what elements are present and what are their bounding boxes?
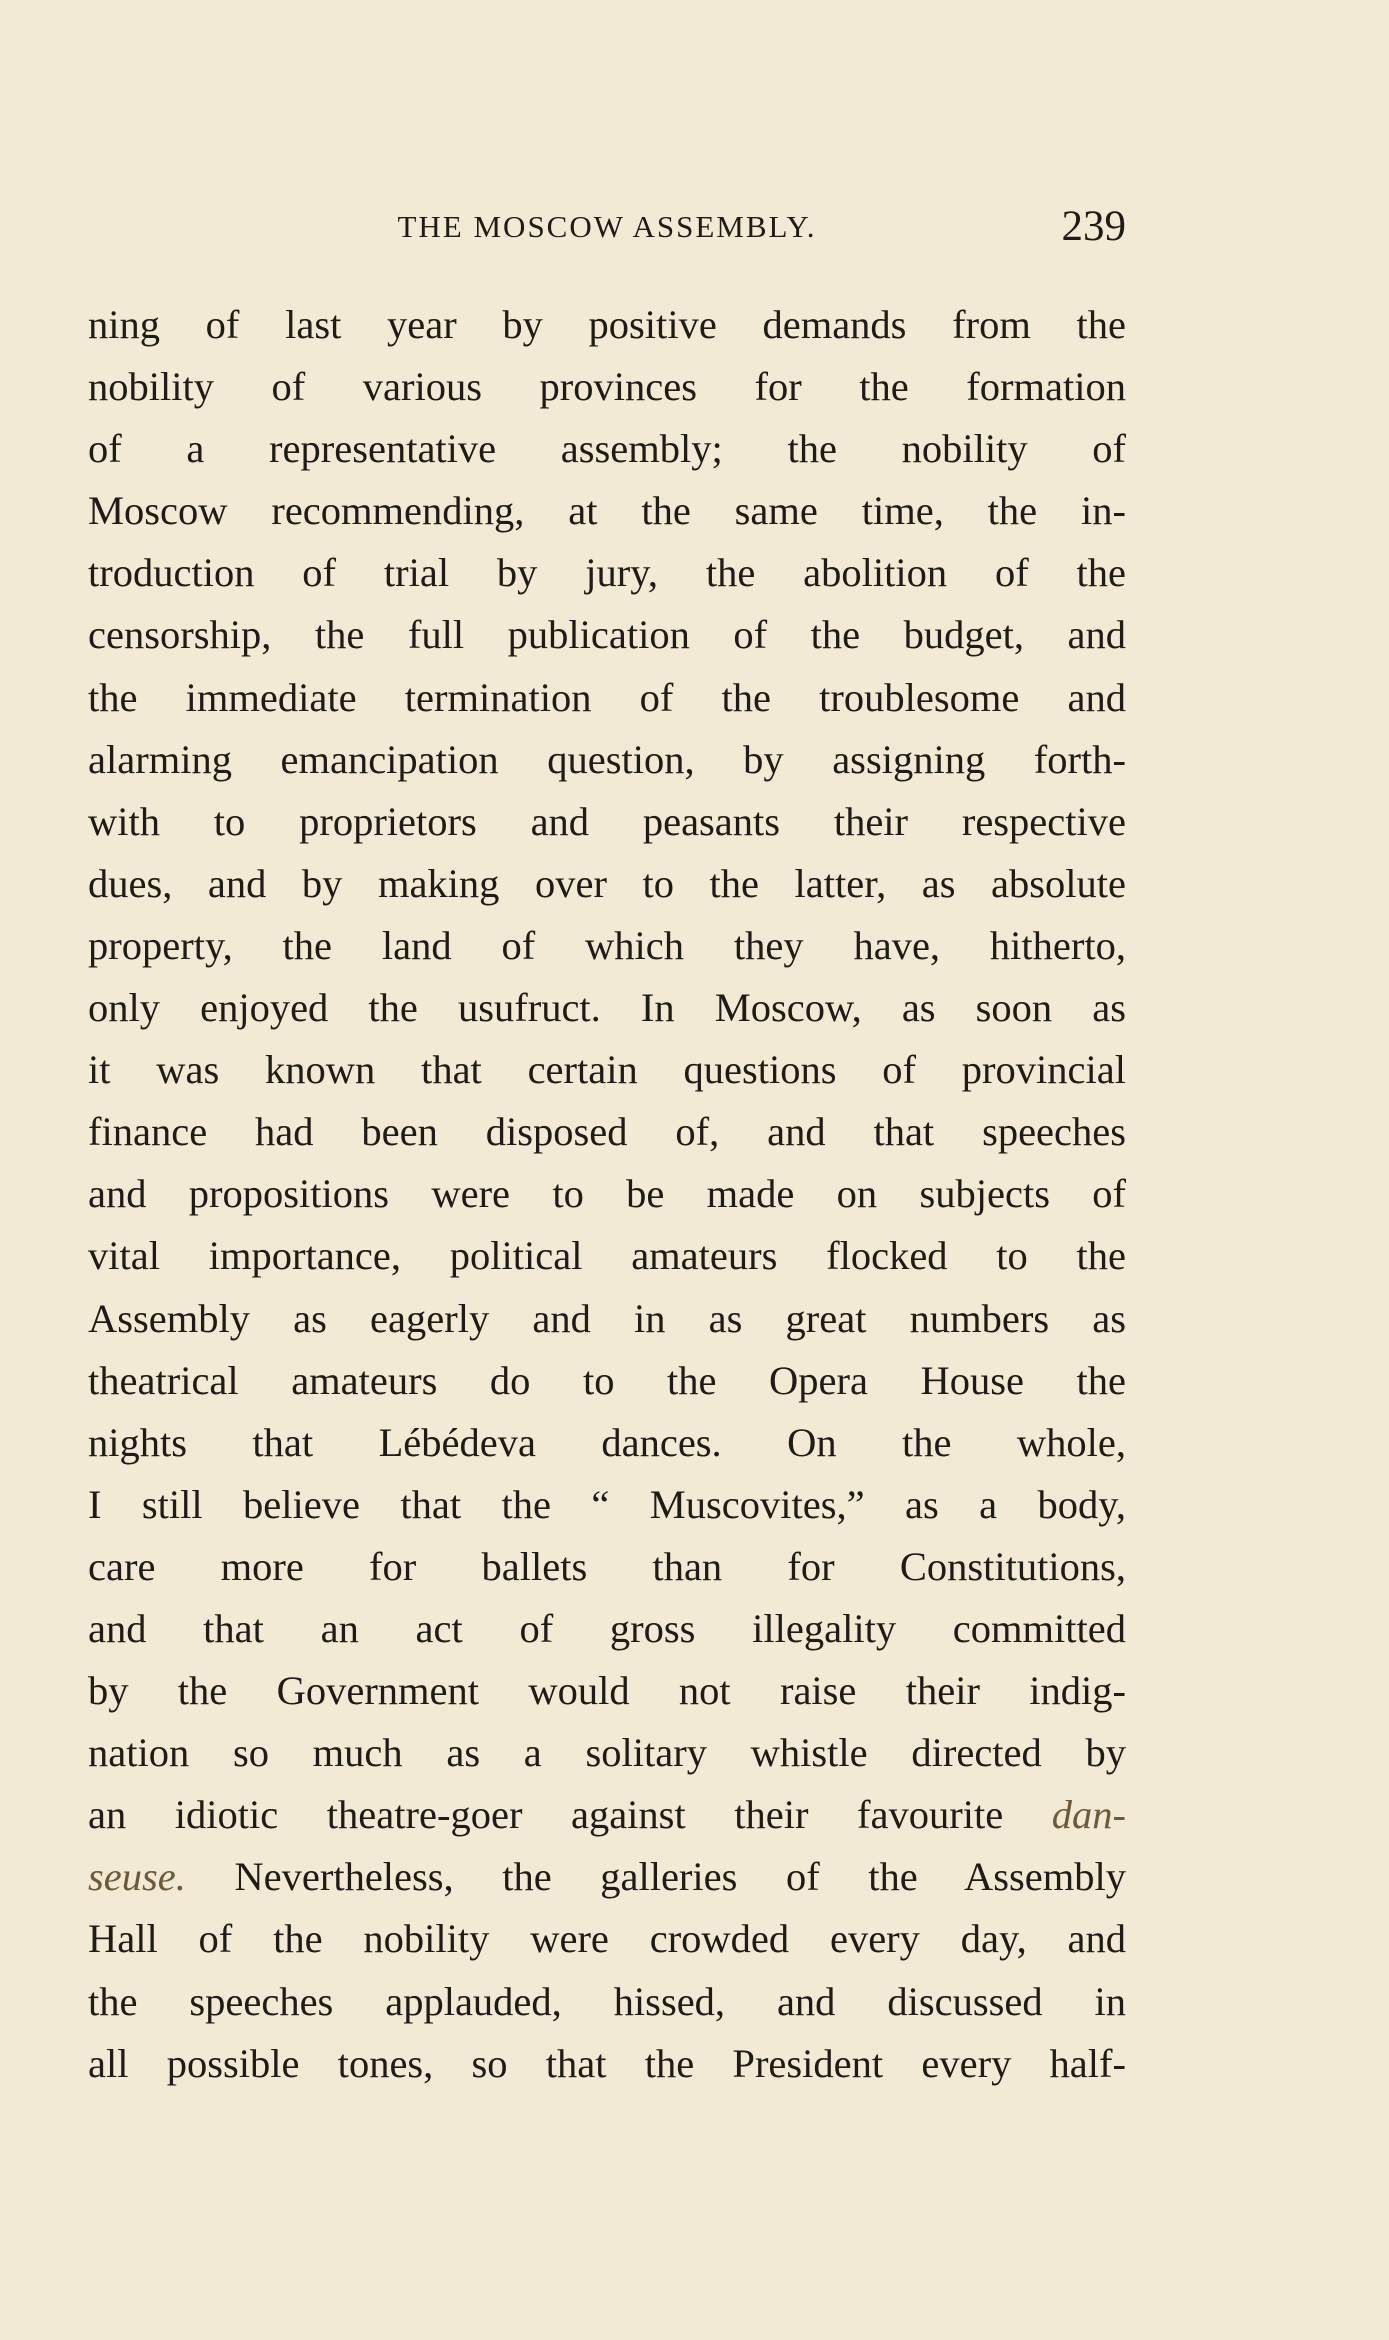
text-line: by the Government would not raise their indig-	[88, 1668, 1126, 1714]
text-line: Hall of the nobility were crowded every day, and	[88, 1916, 1126, 1962]
text-line: all possible tones, so that the President every half-	[88, 2040, 1126, 2086]
text-line: property, the land of which they have, hitherto,	[88, 922, 1126, 968]
page-number: 239	[1061, 203, 1126, 250]
text-line: censorship, the full publication of the budget, and	[88, 612, 1126, 658]
text-line: and that an act of gross illegality committed	[88, 1605, 1126, 1651]
text-line	[88, 1846, 1126, 1908]
text-run: Nevertheless, the galleries of the Assembly	[185, 1854, 1126, 1900]
text-line: theatrical amateurs do to the Opera House the	[88, 1357, 1126, 1403]
body-text	[88, 294, 1126, 2095]
text-line: care more for ballets than for Constitutions,	[88, 1543, 1126, 1589]
text-line: I still believe that the “ Muscovites,” as a body,	[88, 1481, 1126, 1527]
text-line: finance had been disposed of, and that speeches	[88, 1109, 1126, 1155]
text-line: and propositions were to be made on subjects of	[88, 1171, 1126, 1217]
text-line: it was known that certain questions of provincial	[88, 1047, 1126, 1093]
text-line	[88, 1784, 1126, 1846]
text-line: ning of last year by positive demands from the	[88, 302, 1126, 347]
running-head	[88, 198, 1126, 256]
italic-word: seuse.	[88, 1854, 186, 1900]
text-line: only enjoyed the usufruct. In Moscow, as soon as	[88, 985, 1126, 1031]
text-line: the immediate termination of the troublesome and	[88, 674, 1126, 720]
text-line: troduction of trial by jury, the abolition of the	[88, 550, 1126, 596]
text-line: with to proprietors and peasants their respective	[88, 798, 1126, 844]
running-title: THE MOSCOW ASSEMBLY.	[397, 209, 817, 244]
text-line: vital importance, political amateurs flocked to the	[88, 1233, 1126, 1279]
text-line: the speeches applauded, hissed, and discussed in	[88, 1978, 1126, 2024]
text-line: dues, and by making over to the latter, as absolute	[88, 860, 1126, 906]
text-line: Moscow recommending, at the same time, the in-	[88, 488, 1126, 534]
text-line: Assembly as eagerly and in as great numbers as	[88, 1295, 1126, 1341]
text-line: alarming emancipation question, by assigning forth-	[88, 736, 1126, 782]
text-line: of a representative assembly; the nobility of	[88, 426, 1126, 472]
text-line: nights that Lébédeva dances. On the whole,	[88, 1419, 1126, 1465]
text-run: an idiotic theatre-goer against their favourite	[88, 1792, 1052, 1838]
italic-word: dan-	[1051, 1792, 1126, 1838]
text-line: nation so much as a solitary whistle directed by	[88, 1730, 1126, 1776]
text-line: nobility of various provinces for the formation	[88, 364, 1126, 410]
